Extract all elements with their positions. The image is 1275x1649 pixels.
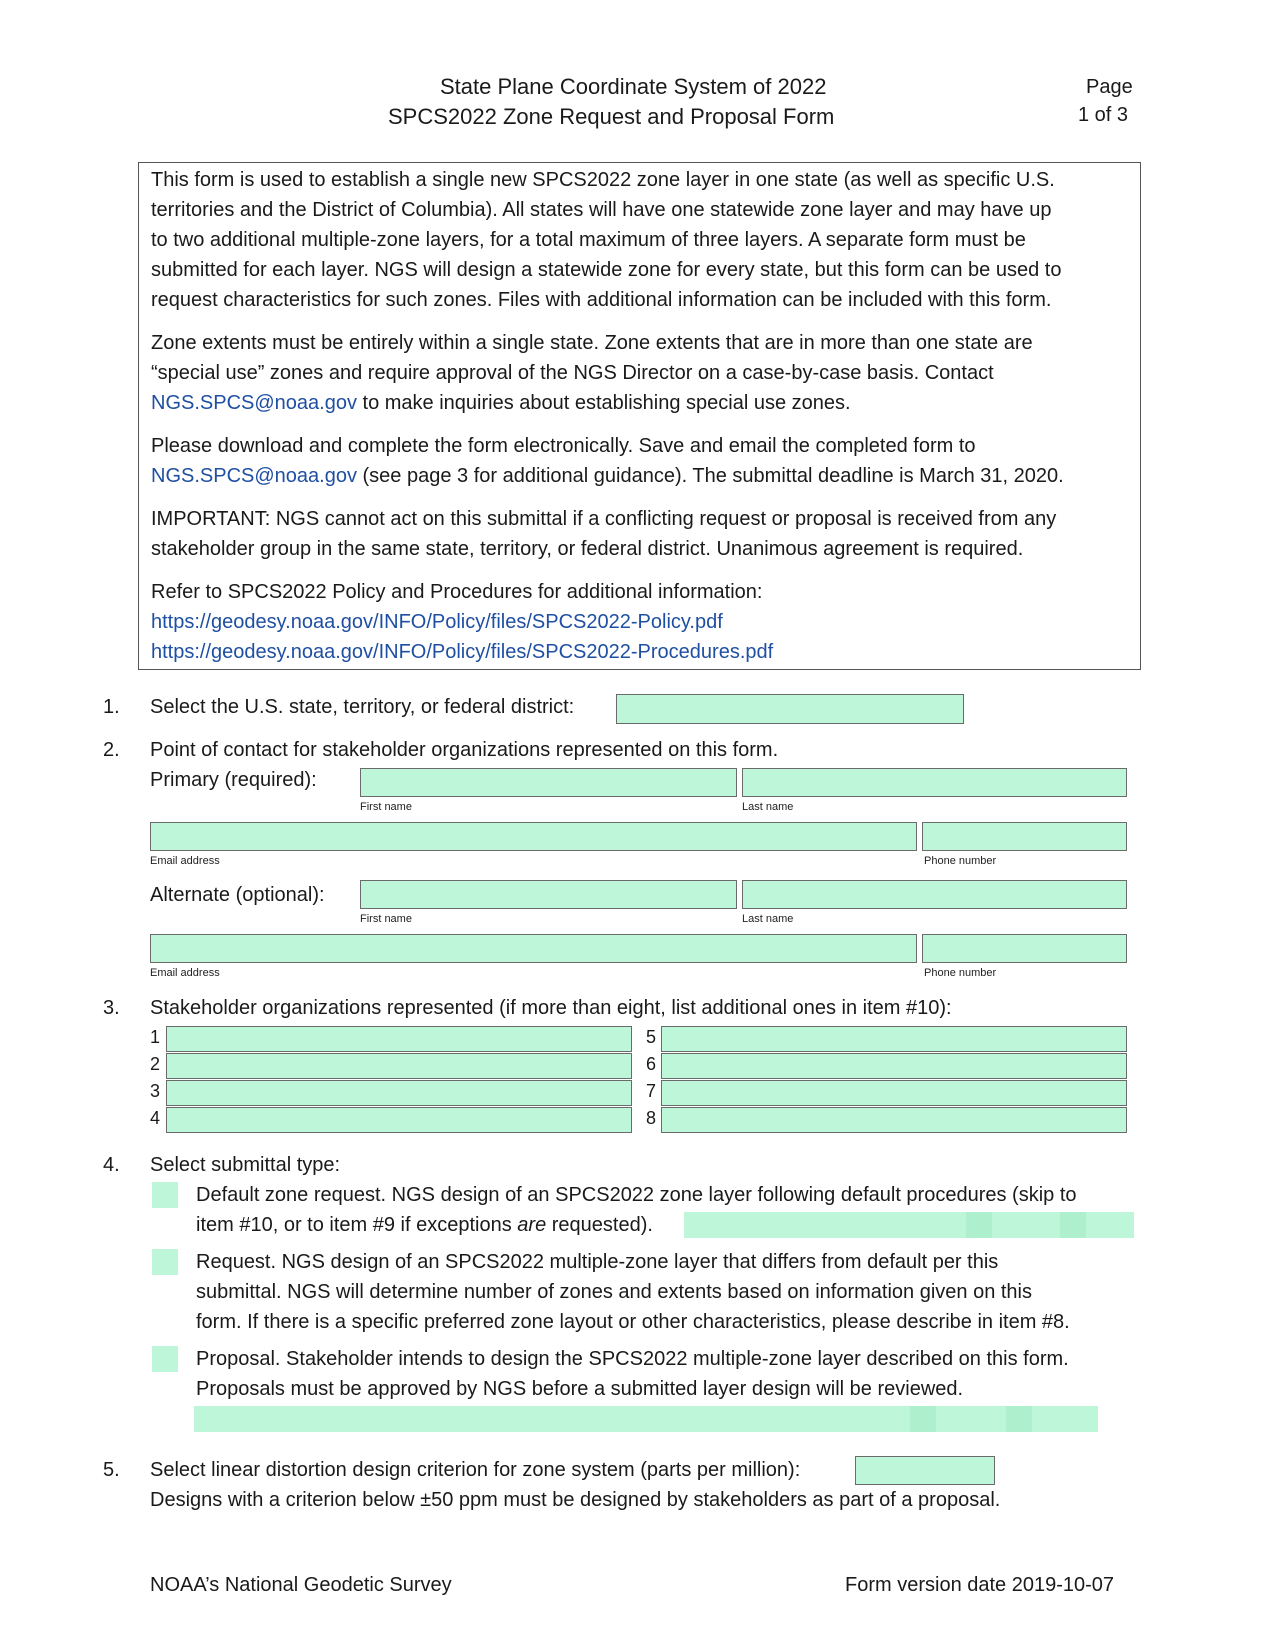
default-zone-text-emphasis: are	[517, 1214, 547, 1236]
intro-p1-line5: request characteristics for such zones. Files with additional information can be included with this form.	[151, 289, 1052, 311]
alternate-contact-label: Alternate (optional):	[150, 884, 325, 906]
request-text-line3: form. If there is a specific preferred zone layout or other characteristics, please describe in item #8.	[196, 1311, 1070, 1333]
intro-p1-line3: to two additional multiple-zone layers, for a total maximum of three layers. A separate form must be	[151, 229, 1026, 251]
intro-p3-line2	[151, 461, 1064, 491]
intro-p3-line1: Please download and complete the form electronically. Save and email the completed form to	[151, 435, 976, 457]
form-title-line1: State Plane Coordinate System of 2022	[440, 74, 827, 99]
org-input-2[interactable]	[166, 1053, 632, 1079]
alternate-phone-caption: Phone number	[924, 967, 997, 979]
org-input-3[interactable]	[166, 1080, 632, 1106]
default-zone-checkbox[interactable]	[152, 1182, 178, 1208]
default-zone-text-a: item #10, or to item #9 if exceptions	[196, 1214, 518, 1236]
primary-phone-input[interactable]	[922, 822, 1127, 851]
default-zone-text-line1: Default zone request. NGS design of an SPCS2022 zone layer following default procedures (skip to	[196, 1184, 1077, 1206]
alternate-email-caption: Email address	[150, 967, 220, 979]
alternate-email-input[interactable]	[150, 934, 917, 963]
org-number-2: 2	[150, 1054, 161, 1074]
intro-p4-line2: stakeholder group in the same state, territory, or federal district. Unanimous agreement is required.	[151, 538, 1024, 560]
org-input-8[interactable]	[661, 1107, 1127, 1133]
org-number-1: 1	[150, 1027, 161, 1047]
intro-p3-line2-text: (see page 3 for additional guidance). The submittal deadline is March 31, 2020.	[356, 465, 1064, 487]
primary-email-input[interactable]	[150, 822, 917, 851]
proposal-checkbox[interactable]	[152, 1346, 178, 1372]
org-number-8: 8	[646, 1108, 657, 1128]
request-text-line2: submittal. NGS will determine number of zones and extents based on information given on this	[196, 1281, 1032, 1303]
primary-first-name-caption: First name	[360, 801, 412, 813]
intro-box	[138, 162, 1141, 670]
org-number-5: 5	[646, 1027, 657, 1047]
alternate-last-name-input[interactable]	[742, 880, 1127, 909]
contact-email-link[interactable]: NGS.SPCS@noaa.gov	[151, 392, 357, 414]
q5-note: Designs with a criterion below ±50 ppm must be designed by stakeholders as part of a proposal.	[150, 1489, 1001, 1511]
org-input-7[interactable]	[661, 1080, 1127, 1106]
org-input-5[interactable]	[661, 1026, 1127, 1052]
org-number-4: 4	[150, 1108, 161, 1128]
procedures-link[interactable]: https://geodesy.noaa.gov/INFO/Policy/files/SPCS2022-Procedures.pdf	[151, 641, 774, 663]
intro-p2-line3	[151, 388, 851, 418]
primary-last-name-input[interactable]	[742, 768, 1127, 797]
intro-p2-line2: “special use” zones and require approval of the NGS Director on a case-by-case basis. Contact	[151, 362, 994, 384]
primary-contact-label: Primary (required):	[150, 769, 317, 791]
form-title-line2: SPCS2022 Zone Request and Proposal Form	[388, 104, 835, 129]
primary-last-name-caption: Last name	[742, 801, 794, 813]
intro-p1-line4: submitted for each layer. NGS will design a statewide zone for every state, but this form can be used to	[151, 259, 1062, 281]
q4-number: 4.	[103, 1154, 120, 1176]
proposal-text-line2: Proposals must be approved by NGS before a submitted layer design will be reviewed.	[196, 1378, 964, 1400]
footer-version-date: Form version date 2019-10-07	[845, 1574, 1115, 1596]
q5-number: 5.	[103, 1459, 120, 1481]
alternate-first-name-caption: First name	[360, 913, 412, 925]
org-number-7: 7	[646, 1081, 657, 1101]
alternate-first-name-input[interactable]	[360, 880, 737, 909]
intro-p1-line1: This form is used to establish a single new SPCS2022 zone layer in one state (as well as specific U.S.	[151, 169, 1055, 191]
primary-first-name-input[interactable]	[360, 768, 737, 797]
proposal-text-line1: Proposal. Stakeholder intends to design the SPCS2022 multiple-zone layer described on this form.	[196, 1348, 1069, 1370]
intro-p2-line1: Zone extents must be entirely within a single state. Zone extents that are in more than one state are	[151, 332, 1033, 354]
state-select[interactable]	[616, 694, 964, 724]
default-zone-text-b: requested).	[546, 1214, 653, 1236]
intro-p1-line2: territories and the District of Columbia). All states will have one statewide zone layer and may have up	[151, 199, 1052, 221]
intro-p4-line1: IMPORTANT: NGS cannot act on this submittal if a conflicting request or proposal is received from any	[151, 508, 1057, 530]
q4-label: Select submittal type:	[150, 1154, 341, 1176]
page-count: 1 of 3	[1078, 104, 1129, 126]
alternate-last-name-caption: Last name	[742, 913, 794, 925]
request-text-line1: Request. NGS design of an SPCS2022 multiple-zone layer that differs from default per this	[196, 1251, 999, 1273]
q5-label: Select linear distortion design criterion for zone system (parts per million):	[150, 1459, 801, 1481]
org-input-4[interactable]	[166, 1107, 632, 1133]
request-checkbox[interactable]	[152, 1249, 178, 1275]
default-zone-detail-field[interactable]	[684, 1212, 1134, 1238]
alternate-phone-input[interactable]	[922, 934, 1127, 963]
org-number-3: 3	[150, 1081, 161, 1101]
intro-p2-line3-text: to make inquiries about establishing special use zones.	[356, 392, 851, 414]
org-number-6: 6	[646, 1054, 657, 1074]
q2-label: Point of contact for stakeholder organizations represented on this form.	[150, 739, 779, 761]
q1-number: 1.	[103, 696, 120, 718]
q1-label: Select the U.S. state, territory, or federal district:	[150, 696, 575, 718]
primary-phone-caption: Phone number	[924, 855, 997, 867]
submit-email-link[interactable]: NGS.SPCS@noaa.gov	[151, 465, 357, 487]
policy-link[interactable]: https://geodesy.noaa.gov/INFO/Policy/files/SPCS2022-Policy.pdf	[151, 611, 723, 633]
primary-email-caption: Email address	[150, 855, 220, 867]
intro-p5-line1: Refer to SPCS2022 Policy and Procedures for additional information:	[151, 581, 763, 603]
q3-number: 3.	[103, 997, 120, 1019]
q2-number: 2.	[103, 739, 120, 761]
default-zone-text-line2	[196, 1210, 653, 1240]
org-input-1[interactable]	[166, 1026, 632, 1052]
org-input-6[interactable]	[661, 1053, 1127, 1079]
page-label: Page	[1086, 76, 1133, 98]
distortion-criterion-select[interactable]	[855, 1456, 995, 1485]
q3-label: Stakeholder organizations represented (if more than eight, list additional ones in item #10):	[150, 997, 952, 1019]
footer-agency: NOAA’s National Geodetic Survey	[150, 1574, 452, 1596]
proposal-detail-field[interactable]	[194, 1406, 1098, 1432]
